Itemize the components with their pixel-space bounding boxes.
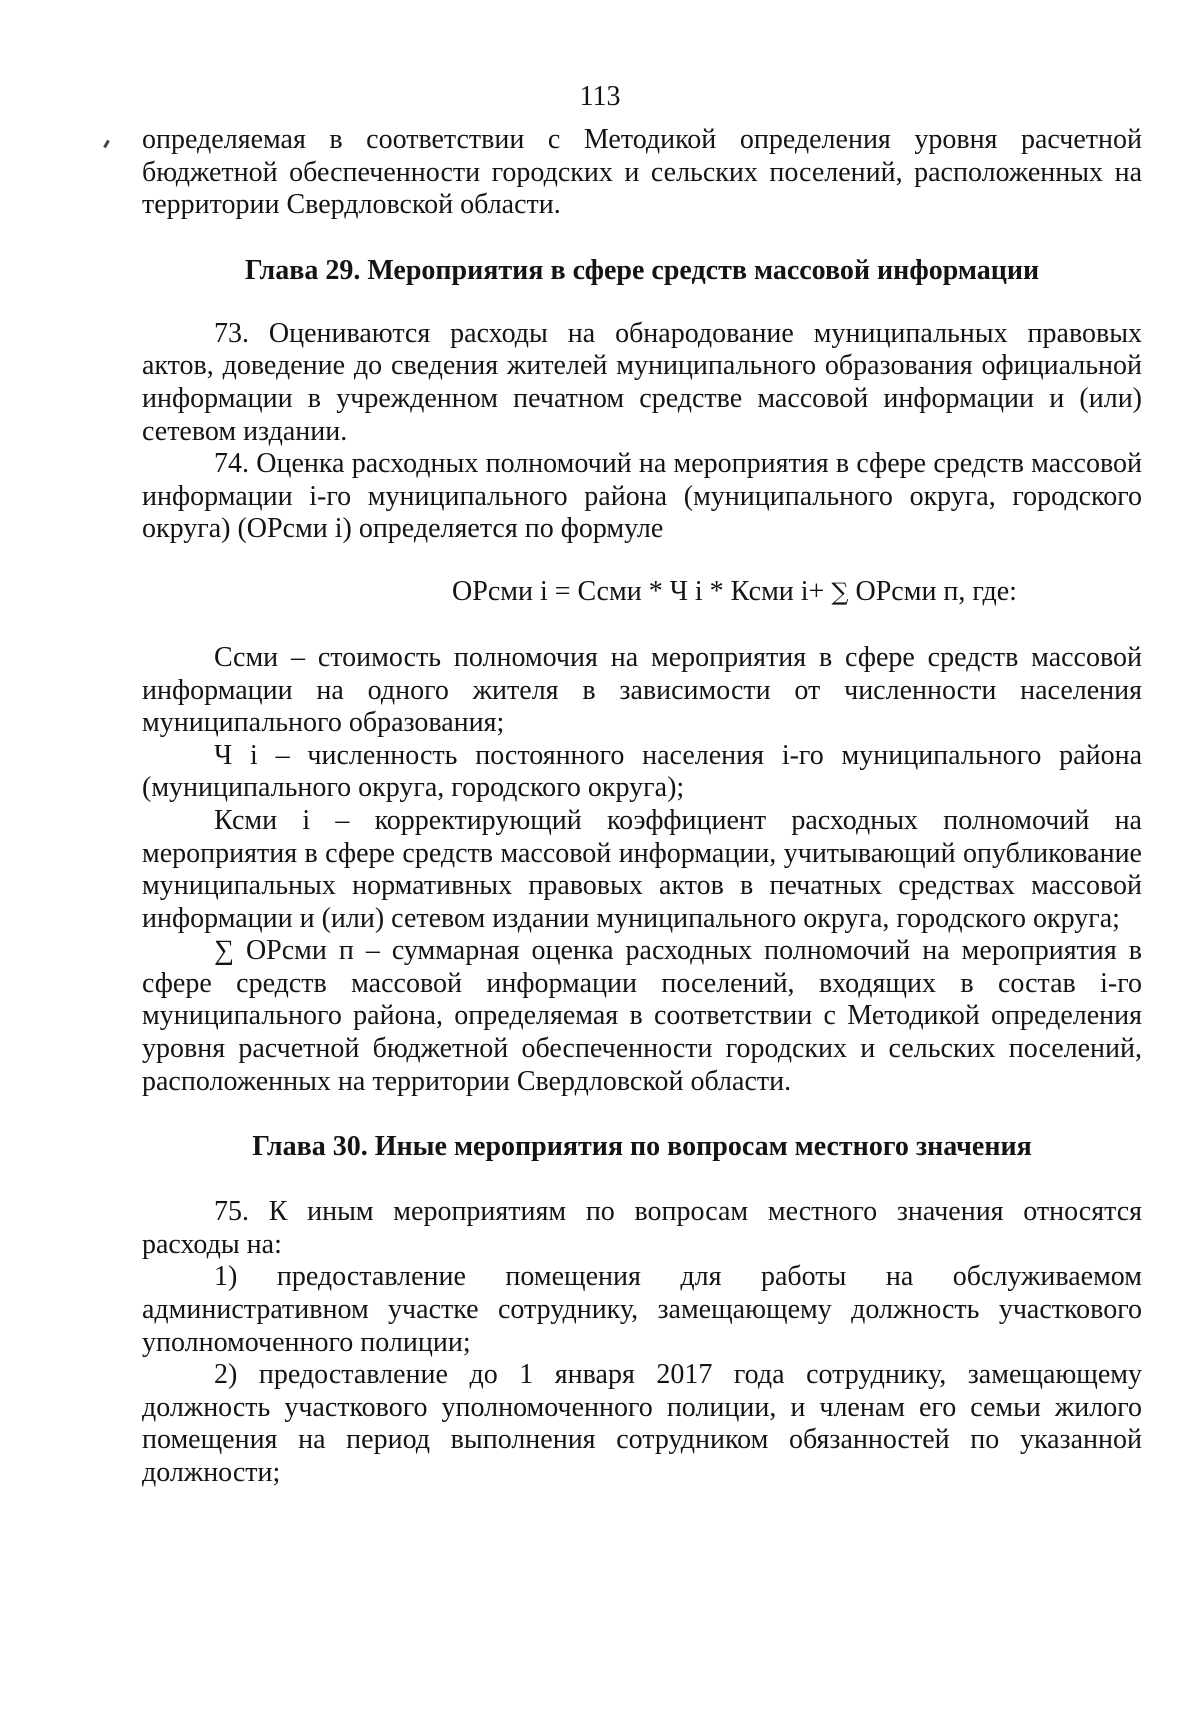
formula [142,576,1142,608]
definition-sum: ∑ ОРсми п – суммарная оценка расходных полномочий на мероприятия в сфере средств массовой информации поселений, входящих в состав i-го муниципального района, определяемая в соответствии с Методикой определения уровня расчетной бюджетной обеспеченности городских и сельских поселений, расположенных на территории Свердловской области. [142,935,1142,1097]
definition-ksmi: Ксми i – корректирующий коэффициент расходных полномочий на мероприятия в сфере средств массовой информации, учитывающий опубликование муниципальных нормативных правовых актов в печатных средствах массовой информации и (или) сетевом издании муниципального округа, городского округа; [142,804,1142,934]
chapter-29-heading: Глава 29. Мероприятия в сфере средств массовой информации [244,254,1040,286]
page-number: 113 [579,81,621,112]
definition-chi: Ч i – численность постоянного населения i-го муниципального района (муниципального округа, городского округа); [142,739,1142,804]
sigma-symbol: ∑ [831,577,849,606]
list-item-1: 1) предоставление помещения для работы на обслуживаемом административном участке сотруднику, замещающему должность участкового уполномоченного полиции; [142,1261,1142,1358]
chapter-30-heading: Глава 30. Иные мероприятия по вопросам местного значения [252,1131,1032,1163]
paragraph-continuation: определяемая в соответствии с Методикой определения уровня расчетной бюджетной обеспеченности городских и сельских поселений, расположенных на территории Свердловской области. [142,124,1142,221]
document-body [142,124,1142,1490]
formula-right: ОРсми п, где: [848,575,1017,607]
scan-mark [103,140,110,148]
paragraph-73: 73. Оцениваются расходы на обнародование муниципальных правовых актов, доведение до сведения жителей муниципального образования официальной информации в учрежденном печатном средстве массовой информации и (или) сетевом издании. [142,317,1142,447]
paragraph-74: 74. Оценка расходных полномочий на мероприятия в сфере средств массовой информации i-го муниципального района (муниципального округа, городского округа) (ОРсми i) определяется по формуле [142,448,1142,545]
definition-ssmi: Ссми – стоимость полномочия на мероприятия в сфере средств массовой информации на одного жителя в зависимости от численности населения муниципального образования; [142,641,1142,739]
formula-left: ОРсми i = Ссми * Ч i * Ксми i+ [452,575,832,607]
list-item-2: 2) предоставление до 1 января 2017 года сотруднику, замещающему должность участкового уполномоченного полиции, и членам его семьи жилого помещения на период выполнения сотрудником обязанностей по указанной должности; [142,1359,1142,1488]
paragraph-75: 75. К иным мероприятиям по вопросам местного значения относятся расходы на: [142,1196,1142,1260]
